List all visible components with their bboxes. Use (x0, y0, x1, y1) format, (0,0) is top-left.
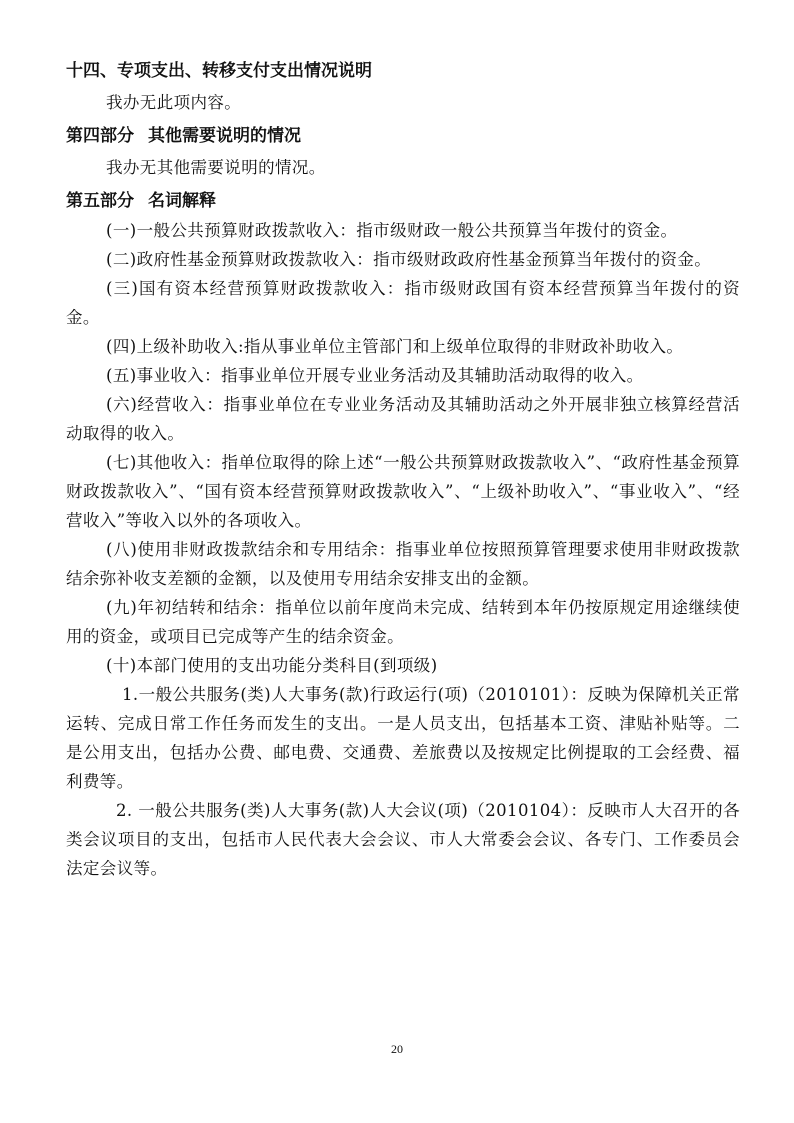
part-4-title: 其他需要说明的情况 (148, 126, 301, 146)
term-8: (八)使用非财政拨款结余和专用结余：指事业单位按照预算管理要求使用非财政拨款结余弥补收支差额的金额，以及使用专用结余安排支出的金额。 (66, 540, 740, 588)
term-7: (七)其他收入：指单位取得的除上述“一般公共预算财政拨款收入”、“政府性基金预算财政拨款收入”、“国有资本经营预算财政拨款收入”、“上级补助收入”、“事业收入”、“经营收入”等收入以外的各项收入。 (66, 453, 740, 530)
page-content (66, 56, 740, 883)
term-4: (四)上级补助收入:指从事业单位主管部门和上级单位取得的非财政补助收入。 (106, 337, 684, 356)
term-2: (二)政府性基金预算财政拨款收入：指市级财政政府性基金预算当年拨付的资金。 (106, 250, 712, 269)
term-6: (六)经营收入：指事业单位在专业业务活动及其辅助活动之外开展非独立核算经营活动取得的收入。 (66, 395, 740, 443)
term-1: (一)一般公共预算财政拨款收入：指市级财政一般公共预算当年拨付的资金。 (106, 221, 678, 240)
section-14-body: 我办无此项内容。 (106, 93, 242, 112)
subject-item-2: 2. 一般公共服务(类)人大事务(款)人大会议(项)（2010104）：反映市人大召开的各类会议项目的支出，包括市人民代表大会会议、市人大常委会会议、各专门、工作委员会法定会议等。 (66, 801, 740, 878)
term-5: (五)事业收入：指事业单位开展专业业务活动及其辅助活动取得的收入。 (106, 366, 644, 385)
subject-item-1: 1.一般公共服务(类)人大事务(款)行政运行(项)（2010101）：反映为保障机关正常运转、完成日常工作任务而发生的支出。一是人员支出，包括基本工资、津贴补贴等。二是公用支出，包括办公费、邮电费、交通费、差旅费以及按规定比例提取的工会经费、福利费等。 (66, 685, 740, 791)
part-4-body: 我办无其他需要说明的情况。 (106, 158, 326, 177)
term-3: (三)国有资本经营预算财政拨款收入：指市级财政国有资本经营预算当年拨付的资金。 (66, 279, 740, 327)
section-14-heading: 十四、专项支出、转移支付支出情况说明 (66, 61, 372, 81)
term-9: (九)年初结转和结余：指单位以前年度尚未完成、结转到本年仍按原规定用途继续使用的资金，或项目已完成等产生的结余资金。 (66, 598, 740, 646)
part-5-number: 第五部分 (66, 191, 134, 211)
part-5-title: 名词解释 (148, 191, 216, 211)
term-10: (十)本部门使用的支出功能分类科目(到项级) (106, 656, 438, 675)
part-4-heading (66, 121, 740, 151)
page-number: 20 (391, 1042, 403, 1056)
part-5-heading (66, 186, 740, 216)
part-4-number: 第四部分 (66, 126, 134, 146)
